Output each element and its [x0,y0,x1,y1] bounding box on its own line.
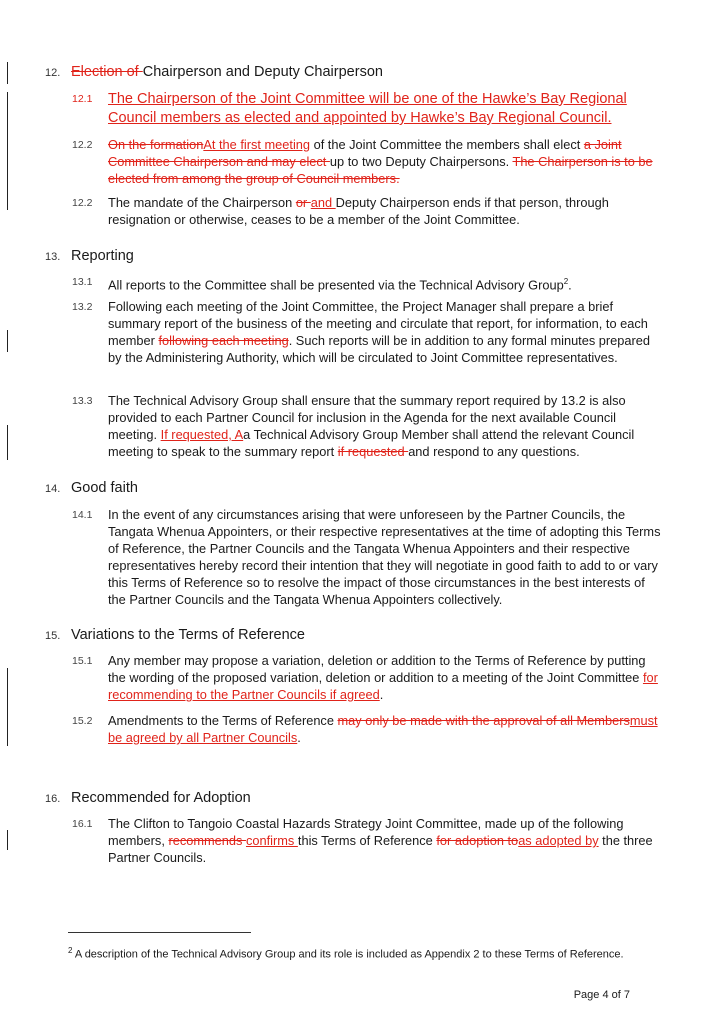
page-number: Page 4 of 7 [573,989,630,1001]
footnote-separator [68,932,251,933]
clause: 16.1 The Clifton to Tangoio Coastal Hazards Strategy Joint Committee, made up of the following members, recommends confirms this Terms of Reference for adoption toas adopted by the three Partner Councils. [72,816,653,865]
deleted-text: On the formation [108,137,204,152]
inserted-text: confirms [245,833,298,848]
section-heading: 13. Reporting [45,248,134,264]
section-heading: 16. Recommended for Adoption [45,790,251,806]
change-bar [7,92,8,210]
change-bar [7,668,8,746]
deleted-text: The Chairperson is to be elected from among the group of Council members. [108,154,653,186]
clause: 12.2 On the formationAt the first meeting of the Joint Committee the members shall elect a Joint Committee Chairperson and may elect up to two Deputy Chairpersons. The Chairperson is to be elected from among the group of Council members. [72,137,653,186]
section-title: Chairperson and Deputy Chairperson [142,64,383,80]
inserted-text: must be agreed by all Partner Councils [108,713,658,745]
deleted-text: or [295,195,311,210]
deleted-text: following each meeting [158,333,289,348]
section-title: Good faith [71,480,138,496]
section-title: Recommended for Adoption [71,790,251,806]
footnote-ref[interactable]: 2 [563,277,569,286]
clause: 12.2 The mandate of the Chairperson or and Deputy Chairperson ends if that person, through resignation or otherwise, ceases to be a member of the Joint Committee. [72,195,609,227]
inserted-text: At the first meeting [203,137,311,152]
clause: 12.1 The Chairperson of the Joint Committee will be one of the Hawke’s Bay Regional Council members as elected and appointed by Hawke’s Bay Regional Council. [72,90,662,128]
deleted-text: if requested [337,444,409,459]
section-title: Variations to the Terms of Reference [71,627,305,643]
deleted-text: recommends [168,833,246,848]
inserted-text: for recommending to the Partner Councils if agreed [108,670,658,702]
clause: 15.1 Any member may propose a variation, deletion or addition to the Terms of Reference by putting the wording of the proposed variation, deletion or addition to a meeting of the Joint Committee for recommending to the Partner Councils if agreed. [72,653,658,702]
inserted-text: If requested, A [160,427,244,442]
change-bar [7,830,8,850]
clause: 15.2 Amendments to the Terms of Reference may only be made with the approval of all Membersmust be agreed by all Partner Councils. [72,713,658,745]
deleted-text: for adoption to [436,833,519,848]
section-heading: 15. Variations to the Terms of Reference [45,627,305,643]
section-heading: 12. Election of Chairperson and Deputy Chairperson [45,64,383,80]
section-heading: 14. Good faith [45,480,138,496]
deleted-text: a Joint Committee Chairperson and may elect [108,137,622,169]
change-bar [7,425,8,460]
clause: 13.1 All reports to the Committee shall be presented via the Technical Advisory Group$^2$. [72,276,572,293]
inserted-text: as adopted by [518,833,599,848]
inserted-text: The Chairperson of the Joint Committee will be one of the Hawke’s Bay Regional Council members as elected and appointed by Hawke’s Bay Regional Council. [108,91,627,126]
deleted-text: Election of [71,64,143,80]
section-title: Reporting [71,248,134,264]
change-bar [7,62,8,84]
footnote: $^2$ A description of the Technical Advisory Group and its role is included as Appendix 2 to these Terms of Reference. [68,946,624,961]
clause: 13.2 Following each meeting of the Joint Committee, the Project Manager shall prepare a brief summary report of the business of the meeting and circulate that report, for information, to each member following each meeting. Such reports will be in addition to any formal minutes prepared by the Administering Authority, which will be circulated to Joint Committee representatives. [72,299,651,365]
change-bar [7,330,8,352]
deleted-text: may only be made with the approval of all Members [337,713,630,728]
clause: 14.1 In the event of any circumstances arising that were unforeseen by the Partner Councils, the Tangata Whenua Appointers, or their respective representatives at the time of adopting this Terms of Reference, the Partner Councils and the Tangata Whenua Appointers and their respective representatives hereby record their intention that they will negotiate in good faith to add to or vary this Terms of Reference so to resolve the impact of those circumstances in the best interests of the Partner Councils and the Tangata Whenua Appointers collectively. [72,507,661,607]
inserted-text: and [310,195,336,210]
clause: 13.3 The Technical Advisory Group shall ensure that the summary report required by 13.2 is also provided to each Partner Council for inclusion in the Agenda for the next available Council meeting. If requested, Aa Technical Advisory Group Member shall attend the relevant Council meeting to speak to the summary report if requested and respond to any questions. [72,393,635,459]
